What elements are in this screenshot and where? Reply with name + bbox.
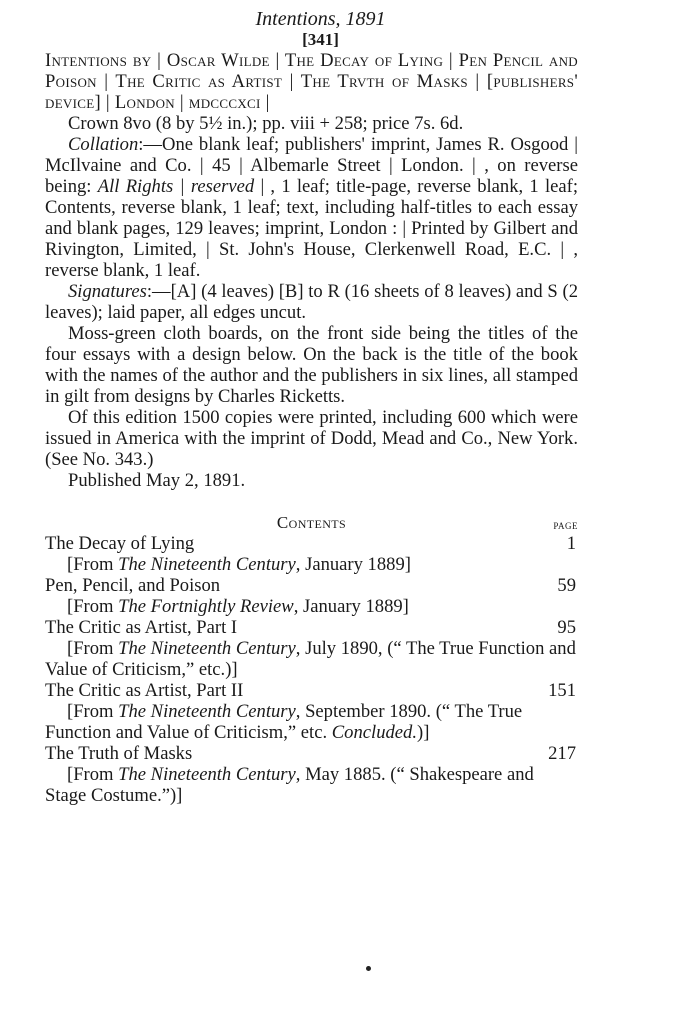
contents-item-page: 59 xyxy=(557,575,576,596)
source-src-italic: The Fortnightly Review xyxy=(118,596,294,617)
contents-item xyxy=(45,575,578,617)
contents-item xyxy=(45,533,578,575)
contents-item-heading xyxy=(45,533,578,554)
collation-italic: All Rights | reserved xyxy=(97,176,255,197)
source-src-italic: The Nineteenth Century xyxy=(118,764,296,785)
contents-item-title: The Critic as Artist, Part II xyxy=(45,680,244,701)
collation-text-1: :—One blank leaf; publishers' imprint, James R. Osgood | McIlvaine and Co. | 45 | Albemarle Street | London. | , on reverse being: xyxy=(45,134,578,197)
contents-item-page: 95 xyxy=(557,617,576,638)
source-src-italic: The Nineteenth Century xyxy=(118,554,296,575)
contents-item xyxy=(45,743,578,806)
source-src-post: , May 1885. (“ Shakespeare and Stage Costume.”)] xyxy=(45,764,534,806)
contents-item-title: The Truth of Masks xyxy=(45,743,193,764)
running-title: Intentions, 1891 xyxy=(255,8,386,30)
contents-item-heading xyxy=(45,743,578,764)
source-src-post: , July 1890, (“ The True Function and Value of Criticism,” etc.)] xyxy=(45,638,576,680)
catalogue-page xyxy=(45,8,578,806)
printer-dot xyxy=(366,966,371,971)
contents-item xyxy=(45,680,578,743)
source-src-pre: [From xyxy=(67,701,119,722)
contents-item-page: 1 xyxy=(566,533,576,554)
contents-list xyxy=(45,533,578,806)
source-src-italic: The Nineteenth Century xyxy=(118,701,296,722)
source-src-post: , January 1889] xyxy=(295,554,411,575)
source-src-post: , September 1890. (“ The True Function and Value of Criticism,” etc. xyxy=(45,701,523,743)
contents-item-title: The Decay of Lying xyxy=(45,533,195,554)
contents-item-source xyxy=(45,596,578,617)
collation-label: Collation xyxy=(68,134,139,155)
collation-paragraph xyxy=(45,134,578,281)
binding-paragraph: Moss-green cloth boards, on the front side being the titles of the four essays with a design below. On the back is the title of the book with the names of the author and the publishers in six lines, all stamped in gilt from designs by Charles Ricketts. xyxy=(45,323,578,407)
title-page-transcription: Intentions by | Oscar Wilde | The Decay of Lying | Pen Pencil and Poison | The Critic as Artist | The Trvth of Masks | [publishers' device] | London | mdcccxci | xyxy=(45,50,578,113)
contents-item-page: 151 xyxy=(548,680,576,701)
contents-item-heading xyxy=(45,617,578,638)
contents-item-source xyxy=(45,638,578,680)
contents-item-heading xyxy=(45,575,578,596)
signatures-text: :—[A] (4 leaves) [B] to R (16 sheets of 8 leaves) and S (2 leaves); laid paper, all edges uncut. xyxy=(45,281,578,323)
contents-item-page: 217 xyxy=(548,743,576,764)
edition-paragraph: Of this edition 1500 copies were printed, including 600 which were issued in America with the imprint of Dodd, Mead and Co., New York. (See No. 343.) xyxy=(45,407,578,470)
format-line: Crown 8vo (8 by 5½ in.); pp. viii + 258; price 7s. 6d. xyxy=(68,113,464,134)
contents-heading xyxy=(45,512,578,533)
source-src-pre: [From xyxy=(67,554,119,575)
contents-item xyxy=(45,617,578,680)
source-src-pre: [From xyxy=(67,764,119,785)
contents-item-title: Pen, Pencil, and Poison xyxy=(45,575,221,596)
contents-item-heading xyxy=(45,680,578,701)
source-src-post: , January 1889] xyxy=(293,596,409,617)
published-line: Published May 2, 1891. xyxy=(68,470,246,491)
source-src-pre: [From xyxy=(67,638,119,659)
contents-item-source xyxy=(45,764,578,806)
contents-item-title: The Critic as Artist, Part I xyxy=(45,617,238,638)
source-src-italic-2: Concluded. xyxy=(331,722,417,743)
contents-item-source xyxy=(45,701,578,743)
page-column-label: PAGE xyxy=(553,521,578,531)
contents-item-source xyxy=(45,554,578,575)
entry-number: [341] xyxy=(302,30,339,49)
source-src-italic: The Nineteenth Century xyxy=(118,638,296,659)
collation-text-2: | , 1 leaf; title-page, reverse blank, 1 leaf; Contents, reverse blank, 1 leaf; text, including half-titles to each essay and blank pages, 129 leaves; imprint, London : | Printed by Gilbert and Rivington, Limited, | St. John's House, Clerkenwell Road, E.C. | , reverse blank, 1 leaf. xyxy=(45,176,579,281)
section-gap xyxy=(45,491,578,512)
source-src-pre: [From xyxy=(67,596,119,617)
signatures-paragraph xyxy=(45,281,578,323)
signatures-label: Signatures xyxy=(68,281,147,302)
contents-title: Contents xyxy=(276,513,347,532)
source-src-post-2: )] xyxy=(417,722,430,743)
